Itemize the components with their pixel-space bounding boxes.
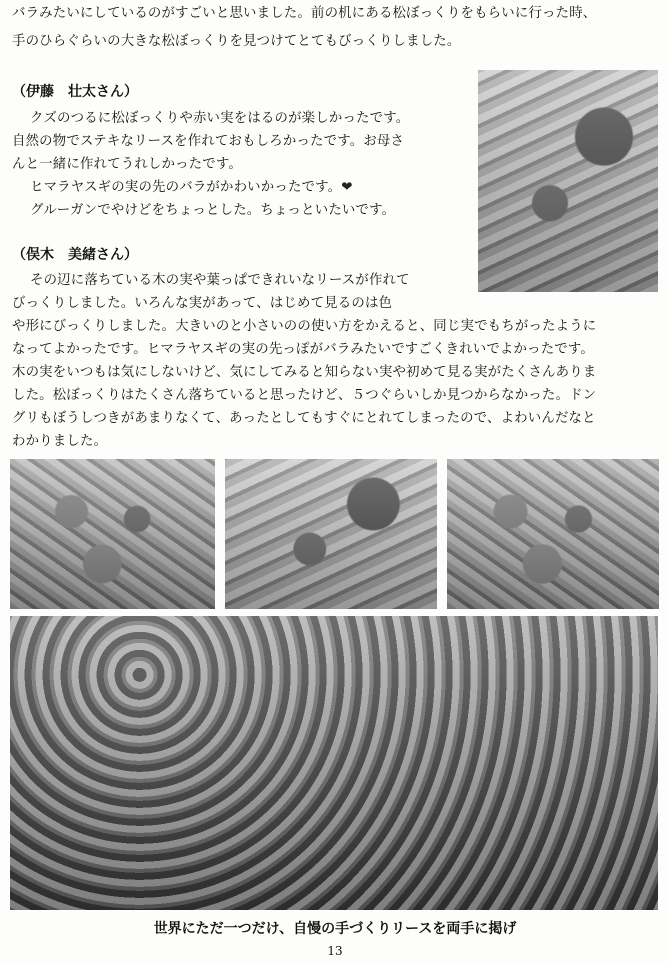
photo-workshop-right (447, 459, 659, 609)
ito-line-4-text: ヒマラヤスギの実の先のバラがかわいかったです。 (30, 180, 342, 195)
matano-line-8: わかりました。 (12, 434, 108, 449)
photo-caption: 世界にただ一つだけ、自慢の手づくりリースを両手に掲げ (153, 921, 517, 937)
photo-workshop-left (10, 459, 215, 609)
ito-line-3: んと一緒に作れてうれしかったです。 (12, 157, 242, 172)
matano-line-2: びっくりしました。いろんな実があって、はじめて見るのは色 (12, 296, 393, 311)
matano-line-6: した。松ぼっくりはたくさん落ちていると思ったけど、５つぐらいしか見つからなかった。ドン (12, 388, 597, 403)
page-number: 13 (327, 944, 343, 958)
matano-line-3: や形にびっくりしました。大きいのと小さいのの使い方をかえると、同じ実でもちがったように (12, 319, 597, 334)
photo-wreath-making-top (478, 70, 658, 292)
heart-icon: ❤ (341, 180, 353, 195)
matano-line-7: グリもぼうしつきがあまりなくて、あったとしてもすぐにとれてしまったので、よわいんだなと (12, 411, 596, 426)
ito-line-5: グルーガンでやけどをちょっとした。ちょっといたいです。 (30, 203, 396, 218)
ito-line-4 (30, 177, 353, 198)
author-name-ito: （伊藤 壮太さん） (12, 84, 138, 100)
intro-line-1: バラみたいにしているのがすごいと思いました。前の机にある松ぼっくりをもらいに行った時、 (12, 6, 597, 21)
photo-group-with-wreaths (10, 616, 658, 910)
ito-line-1: クズのつるに松ぼっくりや赤い実をはるのが楽しかったです。 (30, 111, 410, 126)
ito-line-2: 自然の物でステキなリースを作れておもしろかったです。お母さ (12, 134, 405, 149)
intro-line-2: 手のひらぐらいの大きな松ぼっくりを見つけてとてもびっくりしました。 (12, 34, 461, 49)
photo-workshop-center (225, 459, 437, 609)
matano-line-1: その辺に落ちている木の実や葉っぱできれいなリースが作れて (30, 273, 410, 288)
author-name-matano: （俣木 美緒さん） (12, 247, 138, 263)
matano-line-5: 木の実をいつもは気にしないけど、気にしてみると知らない実や初めて見る実がたくさんありま (12, 365, 597, 380)
matano-line-4: なってよかったです。ヒマラヤスギの実の先っぽがバラみたいですごくきれいでよかったです。 (12, 342, 594, 357)
